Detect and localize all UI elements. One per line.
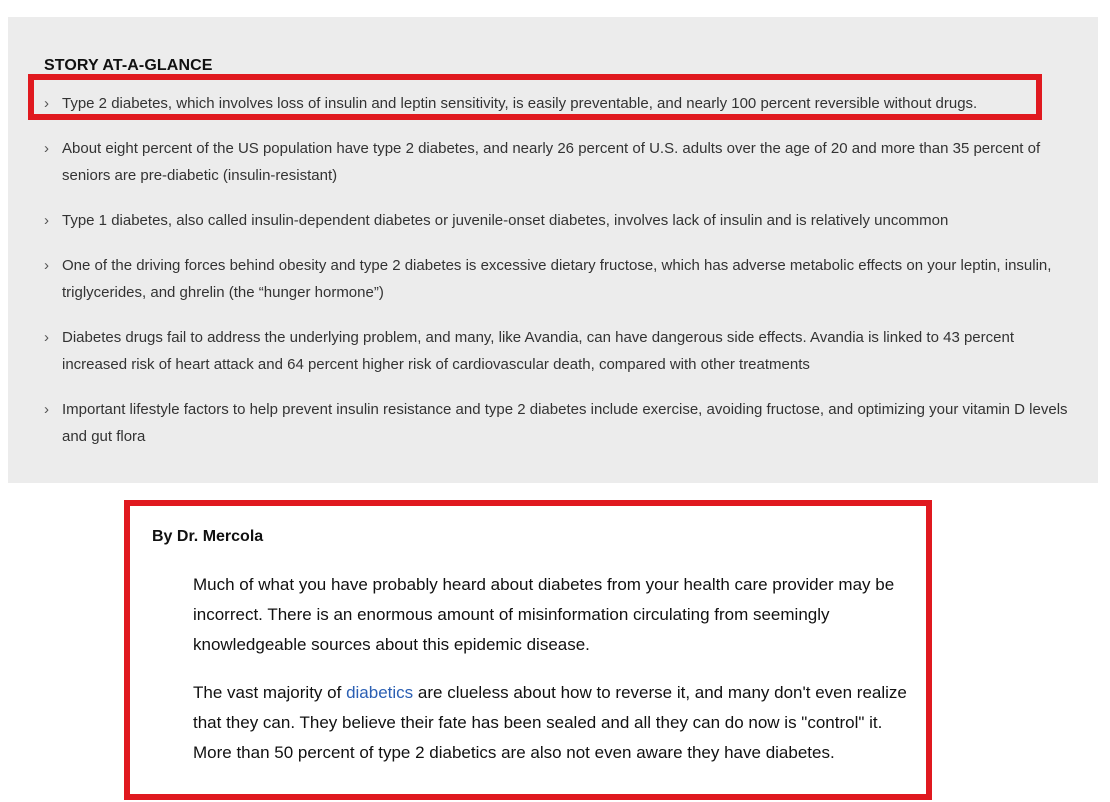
article-body bbox=[193, 570, 913, 786]
glance-item bbox=[44, 90, 1074, 117]
chevron-right-icon: › bbox=[44, 140, 49, 157]
chevron-right-icon: › bbox=[44, 212, 49, 229]
byline: By Dr. Mercola bbox=[152, 528, 264, 545]
glance-item-text: Type 1 diabetes, also called insulin-dependent diabetes or juvenile-onset diabetes, involves lack of insulin and is relatively uncommon bbox=[62, 212, 949, 229]
glance-list bbox=[44, 90, 1074, 468]
chevron-right-icon: › bbox=[44, 257, 49, 274]
paragraph-text: The vast majority of bbox=[193, 683, 347, 702]
chevron-right-icon: › bbox=[44, 95, 49, 112]
paragraph-text: are clueless about how to reverse it, and many don't even realize that they can. They believe their fate has been sealed and all they can do now is "control" it. More than 50 percent of type 2 diabetics are also not even aware they have diabetes. bbox=[193, 683, 907, 762]
glance-item-text: One of the driving forces behind obesity and type 2 diabetes is excessive dietary fructose, which has adverse metabolic effects on your leptin, insulin, triglycerides, and ghrelin (the “hunger hormone”) bbox=[62, 257, 1052, 301]
glance-item bbox=[44, 207, 1074, 234]
glance-item bbox=[44, 135, 1074, 189]
article-excerpt-highlight bbox=[124, 500, 932, 800]
glance-title: STORY AT-A-GLANCE bbox=[44, 57, 213, 74]
glance-item-text: About eight percent of the US population have type 2 diabetes, and nearly 26 percent of U.S. adults over the age of 20 and more than 35 percent of seniors are pre-diabetic (insulin-resistant) bbox=[62, 140, 1041, 184]
glance-item-text: Type 2 diabetes, which involves loss of insulin and leptin sensitivity, is easily preventable, and nearly 100 percent reversible without drugs. bbox=[62, 95, 978, 112]
article-paragraph: Much of what you have probably heard about diabetes from your health care provider may be incorrect. There is an enormous amount of misinformation circulating from seemingly knowledgeable sources about this epidemic disease. bbox=[193, 575, 895, 654]
glance-item bbox=[44, 324, 1074, 378]
diabetics-link[interactable]: diabetics bbox=[346, 683, 414, 702]
glance-item bbox=[44, 252, 1074, 306]
story-at-a-glance-panel bbox=[8, 17, 1098, 483]
glance-item-text: Important lifestyle factors to help prevent insulin resistance and type 2 diabetes include exercise, avoiding fructose, and optimizing your vitamin D levels and gut flora bbox=[62, 401, 1068, 445]
chevron-right-icon: › bbox=[44, 329, 49, 346]
article-paragraph bbox=[193, 678, 913, 768]
glance-item bbox=[44, 396, 1074, 450]
glance-item-text: Diabetes drugs fail to address the underlying problem, and many, like Avandia, can have dangerous side effects. Avandia is linked to 43 percent increased risk of heart attack and 64 percent higher risk of cardiovascular death, compared with other treatments bbox=[62, 329, 1014, 373]
chevron-right-icon: › bbox=[44, 401, 49, 418]
